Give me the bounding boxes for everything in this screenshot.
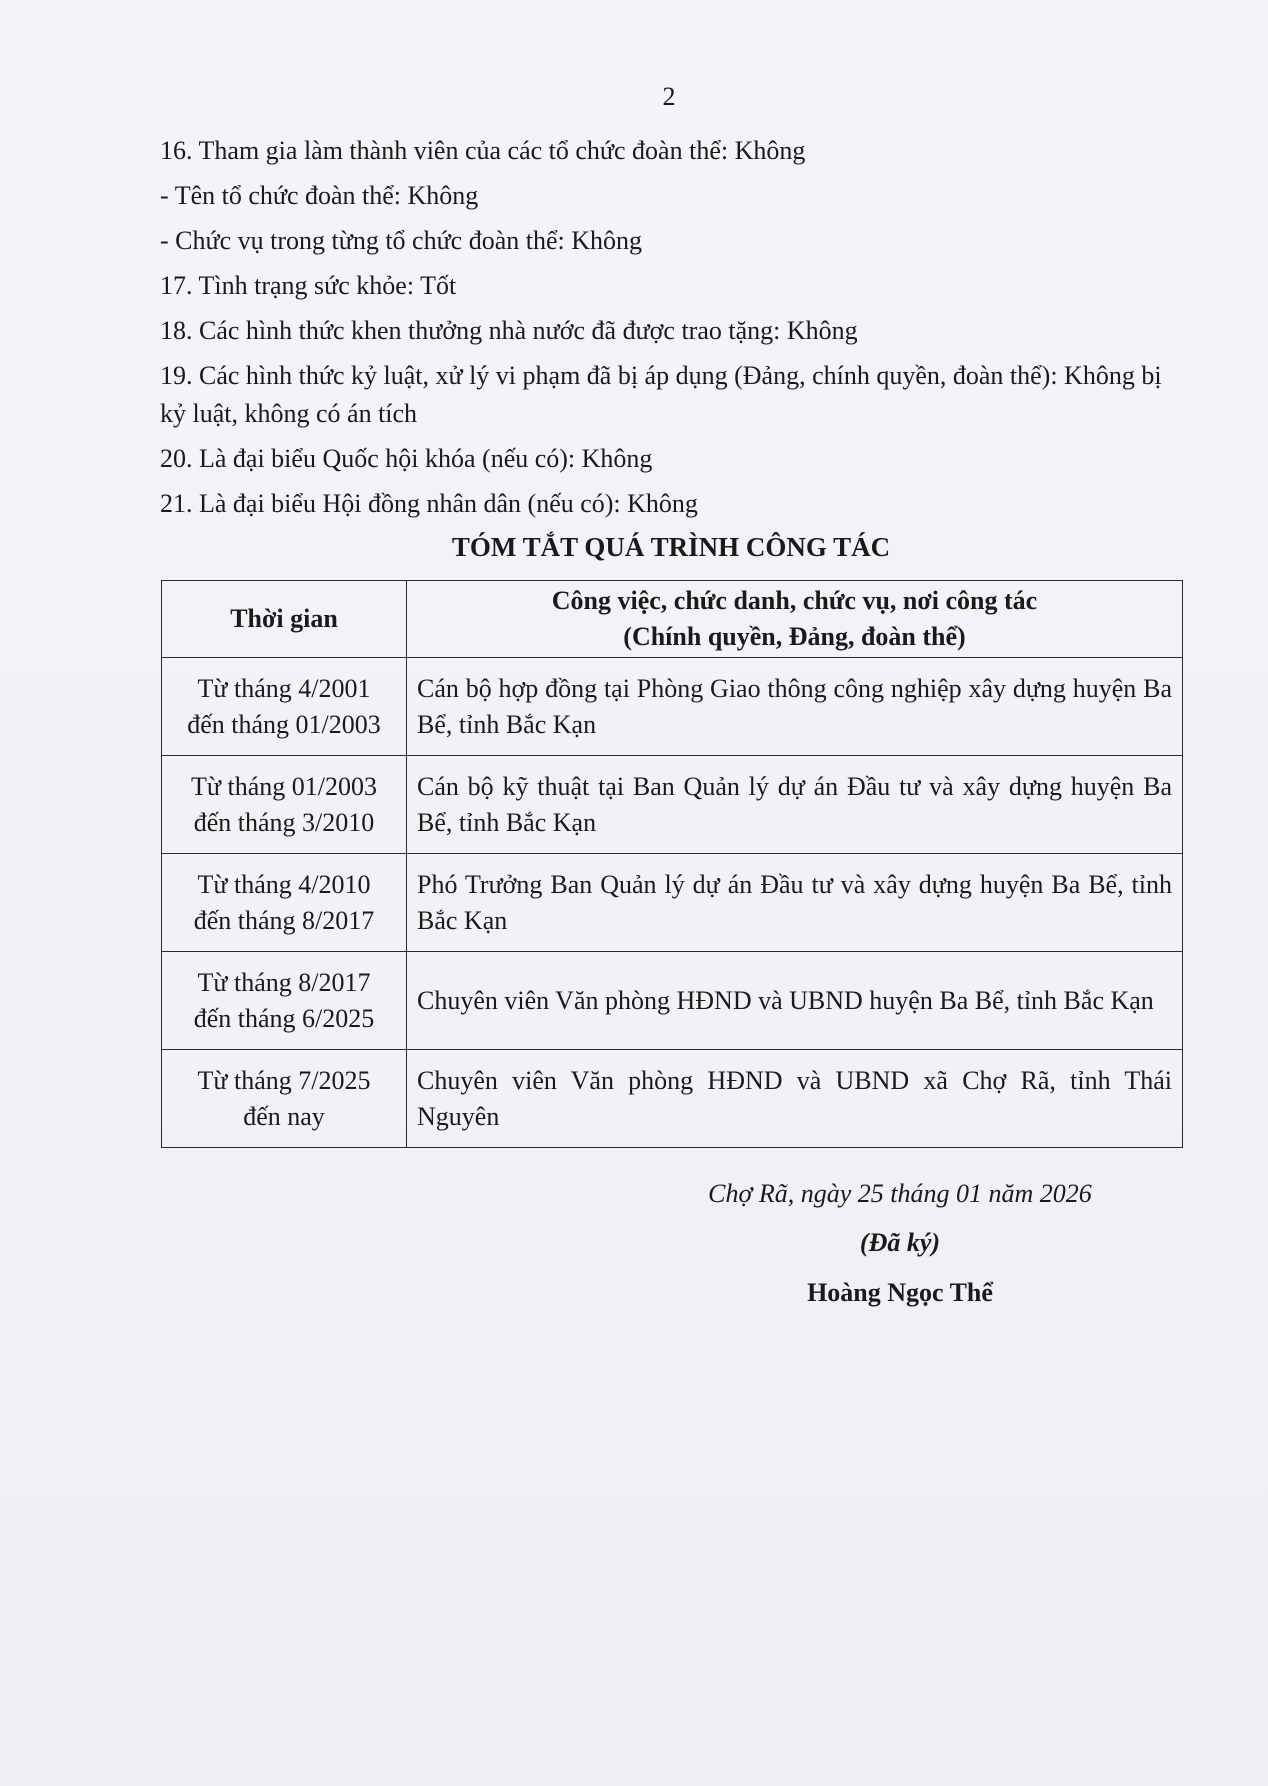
table-row xyxy=(162,658,1183,756)
item-17-health-status: 17. Tình trạng sức khỏe: Tốt xyxy=(160,271,457,300)
description-cell: Chuyên viên Văn phòng HĐND và UBND xã Chợ Rã, tỉnh Thái Nguyên xyxy=(407,1050,1183,1148)
table-row xyxy=(162,1050,1183,1148)
item-16-organization-membership: 16. Tham gia làm thành viên của các tổ chức đoàn thể: Không xyxy=(160,136,806,165)
period-from: Từ tháng 8/2017 xyxy=(197,967,371,997)
place-and-date: Chợ Rã, ngày 25 tháng 01 năm 2026 xyxy=(708,1179,1092,1208)
header-description xyxy=(407,581,1183,658)
period-cell xyxy=(162,1050,407,1148)
description-cell: Chuyên viên Văn phòng HĐND và UBND huyện Ba Bể, tỉnh Bắc Kạn xyxy=(407,952,1183,1050)
period-to: đến tháng 01/2003 xyxy=(187,709,381,739)
header-period xyxy=(162,581,407,658)
header-description-line1: Công việc, chức danh, chức vụ, nơi công tác xyxy=(551,586,1038,615)
period-cell xyxy=(162,952,407,1050)
period-to: đến tháng 3/2010 xyxy=(193,807,375,837)
table-row xyxy=(162,854,1183,952)
period-to: đến tháng 8/2017 xyxy=(193,905,375,935)
table-header-row xyxy=(162,581,1183,658)
career-summary-table xyxy=(161,580,1183,1148)
period-from: Từ tháng 7/2025 xyxy=(197,1065,371,1095)
table-row xyxy=(162,952,1183,1050)
item-21-peoples-council-delegate: 21. Là đại biểu Hội đồng nhân dân (nếu có): Không xyxy=(160,489,698,518)
personal-info-list xyxy=(160,128,1180,526)
description-cell: Phó Trưởng Ban Quản lý dự án Đầu tư và xây dựng huyện Ba Bể, tỉnh Bắc Kạn xyxy=(407,854,1183,952)
item-20-national-assembly-delegate: 20. Là đại biểu Quốc hội khóa (nếu có): Không xyxy=(160,444,653,473)
header-period-label: Thời gian xyxy=(230,604,338,633)
signed-note: (Đã ký) xyxy=(859,1228,941,1257)
period-from: Từ tháng 4/2001 xyxy=(197,673,371,703)
period-from: Từ tháng 01/2003 xyxy=(191,771,377,801)
period-cell xyxy=(162,756,407,854)
item-19-disciplinary-actions: 19. Các hình thức kỷ luật, xử lý vi phạm đã bị áp dụng (Đảng, chính quyền, đoàn thể): Không bị kỷ luật, không có án tích xyxy=(160,361,1162,428)
table-row xyxy=(162,756,1183,854)
period-cell xyxy=(162,854,407,952)
period-to: đến nay xyxy=(243,1101,325,1131)
item-organization-name: - Tên tổ chức đoàn thể: Không xyxy=(160,181,479,210)
description-cell: Cán bộ kỹ thuật tại Ban Quản lý dự án Đầu tư và xây dựng huyện Ba Bể, tỉnh Bắc Kạn xyxy=(407,756,1183,854)
item-18-state-awards: 18. Các hình thức khen thưởng nhà nước đã được trao tặng: Không xyxy=(160,316,858,345)
period-cell xyxy=(162,658,407,756)
period-to: đến tháng 6/2025 xyxy=(193,1003,375,1033)
signature-block xyxy=(660,1170,1140,1318)
page-number: 2 xyxy=(662,82,676,111)
period-from: Từ tháng 4/2010 xyxy=(197,869,371,899)
header-description-line2: (Chính quyền, Đảng, đoàn thể) xyxy=(623,622,966,651)
section-title: TÓM TẮT QUÁ TRÌNH CÔNG TÁC xyxy=(451,532,891,562)
description-cell: Cán bộ hợp đồng tại Phòng Giao thông công nghiệp xây dựng huyện Ba Bể, tỉnh Bắc Kạn xyxy=(407,658,1183,756)
item-organization-position: - Chức vụ trong từng tổ chức đoàn thể: Không xyxy=(160,226,643,255)
signer-name: Hoàng Ngọc Thể xyxy=(807,1278,993,1307)
